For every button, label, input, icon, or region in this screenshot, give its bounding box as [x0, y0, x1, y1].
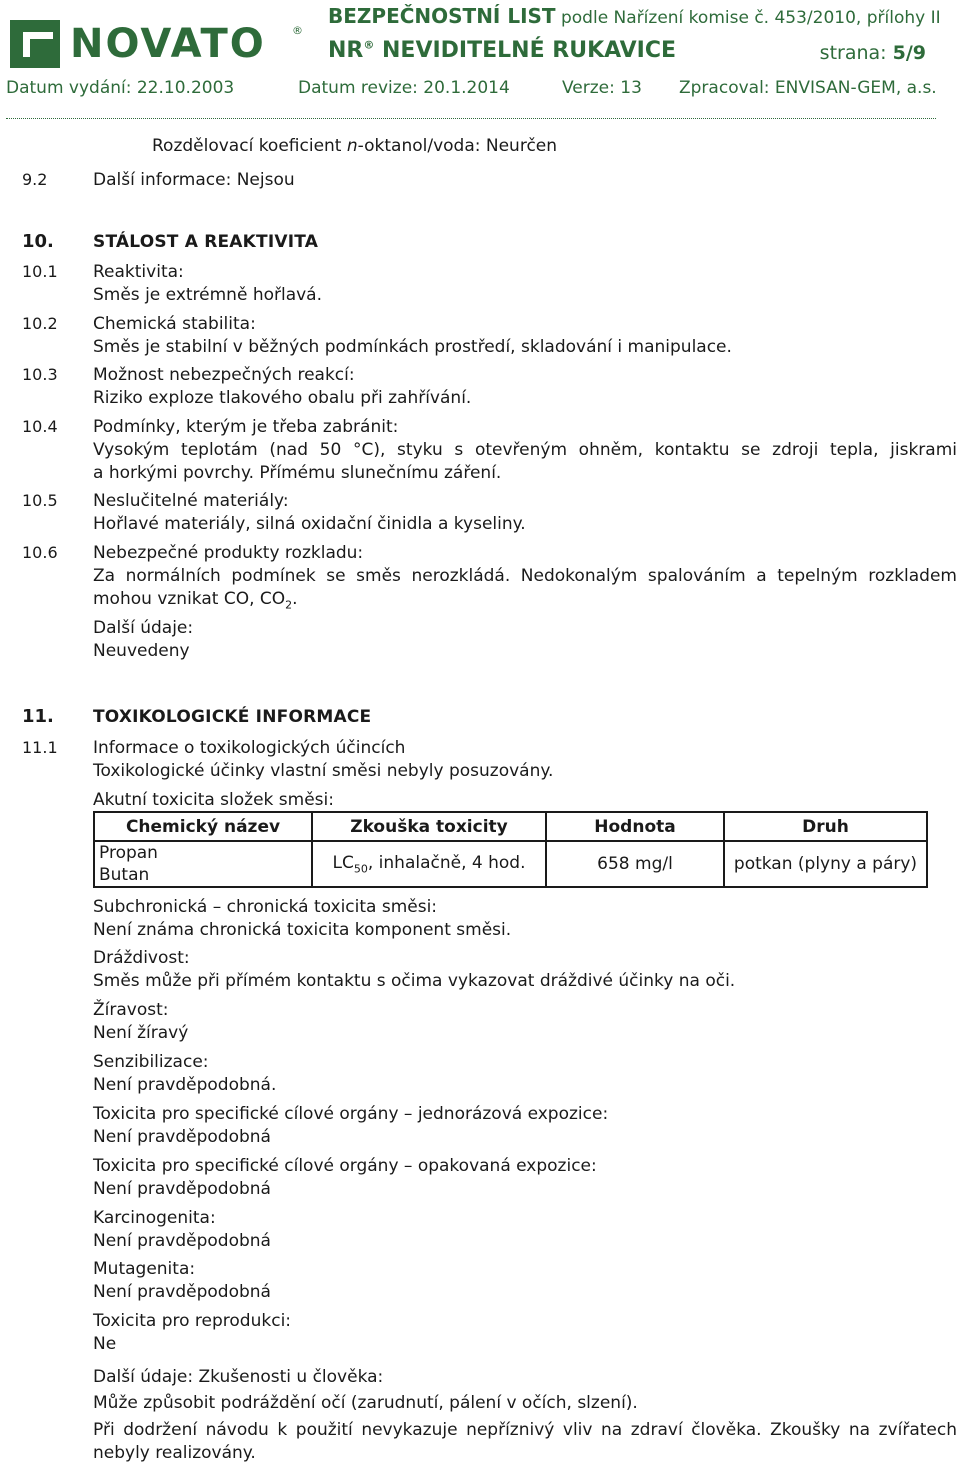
table-row — [94, 841, 927, 887]
entry-mutagenicity-head: Mutagenita: — [93, 1259, 196, 1279]
entry-sensitization-body: Není pravděpodobná. — [93, 1075, 277, 1095]
entry-corrosivity-head: Žíravost: — [93, 1000, 169, 1020]
partition-pre: Rozdělovací koeficient — [152, 136, 347, 156]
table-header-cell: Druh — [724, 812, 927, 841]
partition-post: -oktanol/voda: Neurčen — [357, 136, 558, 156]
s111-num: 11.1 — [22, 738, 58, 757]
s105-num: 10.5 — [22, 491, 58, 510]
s111-head: Informace o toxikologických účincích — [93, 738, 406, 758]
s105-head: Neslučitelné materiály: — [93, 491, 289, 511]
s104-body-line1: Vysokým teplotám (nad 50 °C), styku s otevřeným ohněm, kontaktu se zdroji tepla, jiskrami — [93, 440, 957, 460]
table-header-cell: Chemický název — [94, 812, 312, 841]
toxicity-test-cell — [312, 841, 546, 887]
s92-text: Další informace: Nejsou — [93, 170, 295, 190]
section-11-title: TOXIKOLOGICKÉ INFORMACE — [93, 707, 372, 727]
product-name — [328, 38, 676, 63]
entry-reproductive-body: Ne — [93, 1334, 117, 1354]
page-number — [820, 42, 926, 64]
s101-body: Směs je extrémně hořlavá. — [93, 285, 323, 305]
title-regulation: podle Nařízení komise č. 453/2010, přílohy II — [555, 8, 941, 28]
s106-head: Nebezpečné produkty rozkladu: — [93, 543, 364, 563]
table-header-cell: Zkouška toxicity — [312, 812, 546, 841]
entry-reproductive-head: Toxicita pro reprodukci: — [93, 1311, 292, 1331]
human-experience-body-2a: Při dodržení návodu k použití nevykazuje nepříznivý vliv na zdraví člověka. Zkoušky na zvířatech — [93, 1420, 957, 1440]
entry-subchronic-body: Není známa chronická toxicita komponent směsi. — [93, 920, 512, 940]
s104-head: Podmínky, kterým je třeba zabránit: — [93, 417, 399, 437]
partition-n: n — [346, 136, 358, 156]
human-experience-body-1: Může způsobit podráždění očí (zarudnutí, pálení v očích, slzení). — [93, 1393, 638, 1413]
s103-body: Riziko exploze tlakového obalu při zahřívání. — [93, 388, 472, 408]
processed-by: Zpracoval: ENVISAN-GEM, a.s. — [679, 78, 937, 98]
s104-num: 10.4 — [22, 417, 58, 436]
table-header-row — [94, 812, 927, 841]
s10-extra-head: Další údaje: — [93, 618, 194, 638]
test-pre: LC — [332, 852, 354, 873]
entry-stot-repeated-head: Toxicita pro specifické cílové orgány – opakovaná expozice: — [93, 1156, 597, 1176]
entry-corrosivity-body: Není žíravý — [93, 1023, 189, 1043]
s92-num: 9.2 — [22, 170, 48, 189]
entry-sensitization-head: Senzibilizace: — [93, 1052, 209, 1072]
s106-body2-post: . — [292, 589, 298, 609]
entry-stot-single-body: Není pravděpodobná — [93, 1127, 271, 1147]
product-prefix: NR — [328, 38, 364, 63]
acute-toxicity-label: Akutní toxicita složek směsi: — [93, 790, 334, 810]
product-registered-mark: ® — [363, 38, 375, 52]
s102-num: 10.2 — [22, 314, 58, 333]
entry-subchronic-head: Subchronická – chronická toxicita směsi: — [93, 897, 438, 917]
entry-irritation-head: Dráždivost: — [93, 948, 190, 968]
title-bold: BEZPEČNOSTNÍ LIST — [328, 4, 556, 28]
chemical-name-cell — [94, 841, 312, 887]
s101-num: 10.1 — [22, 262, 58, 281]
species-cell: potkan (plyny a páry) — [724, 841, 927, 887]
human-experience-head: Další údaje: Zkušenosti u člověka: — [93, 1367, 384, 1387]
value-cell: 658 mg/l — [546, 841, 724, 887]
s106-body2-pre: mohou vznikat CO, CO — [93, 589, 286, 609]
revision-date: Datum revize: 20.1.2014 — [298, 78, 510, 98]
page-header — [0, 0, 960, 120]
header-divider — [6, 118, 936, 119]
logo-text: NOVATO — [70, 21, 266, 67]
s103-num: 10.3 — [22, 365, 58, 384]
s105-body: Hořlavé materiály, silná oxidační činidla a kyseliny. — [93, 514, 526, 534]
page-label: strana: — [819, 42, 893, 64]
s103-head: Možnost nebezpečných reakcí: — [93, 365, 355, 385]
s106-body-line2 — [93, 588, 298, 616]
entry-carcinogenicity-body: Není pravděpodobná — [93, 1231, 271, 1251]
chemical-name-2: Butan — [99, 865, 150, 885]
document-title — [328, 4, 941, 28]
s111-body: Toxikologické účinky vlastní směsi nebyly posuzovány. — [93, 761, 554, 781]
entry-irritation-body: Směs může při přímém kontaktu s očima vykazovat dráždivé účinky na oči. — [93, 971, 736, 991]
page-value: 5/9 — [892, 42, 926, 64]
s102-body: Směs je stabilní v běžných podmínkách prostředí, skladování i manipulace. — [93, 337, 732, 357]
version: Verze: 13 — [562, 78, 642, 98]
partition-coefficient — [152, 135, 557, 157]
section-10-title: STÁLOST A REAKTIVITA — [93, 232, 319, 252]
entry-mutagenicity-body: Není pravděpodobná — [93, 1282, 271, 1302]
s102-head: Chemická stabilita: — [93, 314, 256, 334]
chemical-name-1: Propan — [99, 843, 158, 863]
novato-logo-icon — [10, 20, 60, 68]
section-11-number: 11. — [22, 706, 54, 727]
test-sub: 50 — [353, 862, 368, 876]
section-10-number: 10. — [22, 231, 54, 252]
entry-carcinogenicity-head: Karcinogenita: — [93, 1208, 216, 1228]
s106-body-line1: Za normálních podmínek se směs nerozkládá. Nedokonalým spalováním a tepelným rozkladem — [93, 566, 957, 586]
acute-toxicity-table — [93, 811, 928, 888]
human-experience-body-2b: nebyly realizovány. — [93, 1443, 256, 1463]
s101-head: Reaktivita: — [93, 262, 184, 282]
table-header-cell: Hodnota — [546, 812, 724, 841]
s10-extra-body: Neuvedeny — [93, 641, 190, 661]
novato-logo — [10, 18, 303, 70]
issue-date: Datum vydání: 22.10.2003 — [6, 78, 235, 98]
s106-body2-sub: 2 — [285, 598, 293, 612]
product-title: NEVIDITELNÉ RUKAVICE — [374, 38, 677, 63]
entry-stot-repeated-body: Není pravděpodobná — [93, 1179, 271, 1199]
entry-stot-single-head: Toxicita pro specifické cílové orgány – jednorázová expozice: — [93, 1104, 609, 1124]
test-post: , inhalačně, 4 hod. — [367, 852, 526, 873]
s106-num: 10.6 — [22, 543, 58, 562]
logo-registered-mark: ® — [292, 24, 303, 37]
s104-body-line2: a horkými povrchy. Přímému slunečnímu záření. — [93, 463, 502, 483]
